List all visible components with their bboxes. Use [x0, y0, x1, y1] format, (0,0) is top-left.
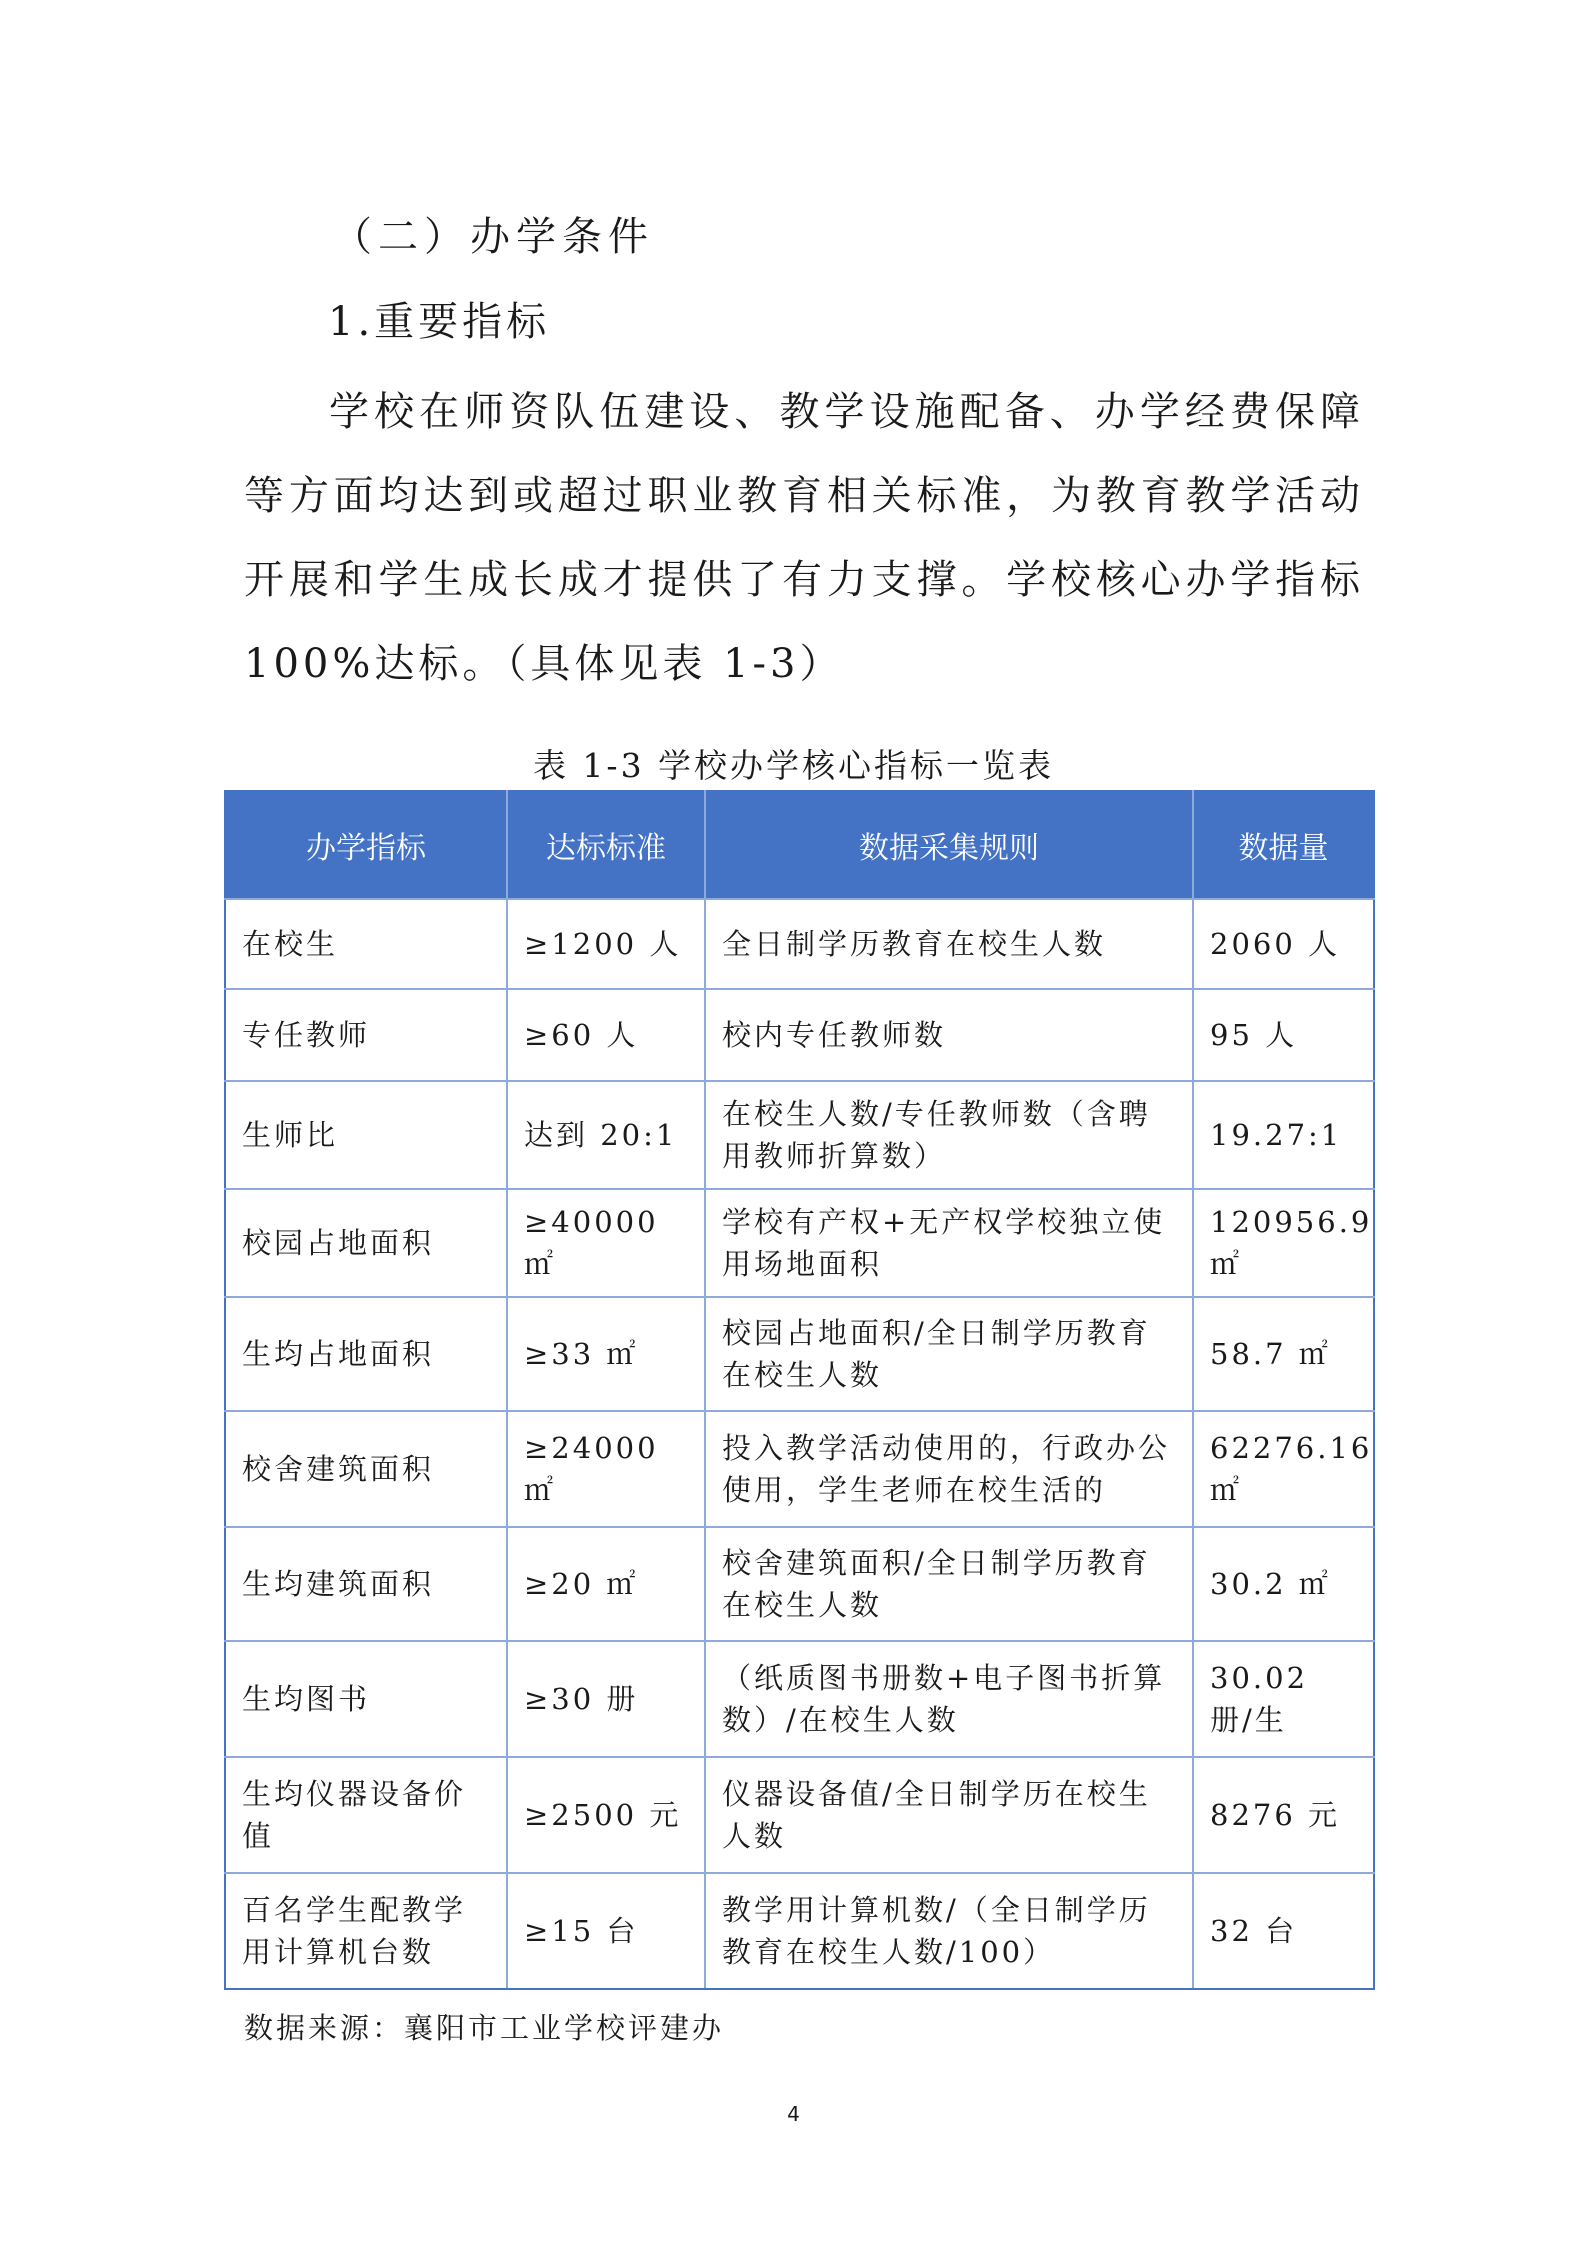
cell-indicator: 生均仪器设备价值: [225, 1757, 507, 1873]
table-row: [225, 1641, 1374, 1757]
cell-value: 32 台: [1193, 1873, 1374, 1989]
cell-rule: 在校生人数/专任教师数（含聘用教师折算数）: [705, 1081, 1193, 1189]
cell-rule: 教学用计算机数/（全日制学历教育在校生人数/100）: [705, 1873, 1193, 1989]
table-header-row: [225, 791, 1374, 899]
cell-value: 120956.9 ㎡: [1193, 1189, 1374, 1297]
cell-value: 95 人: [1193, 989, 1374, 1081]
subsection-heading: 1.重要指标: [328, 299, 551, 345]
table-row: [225, 899, 1374, 989]
table-row: [225, 1757, 1374, 1873]
cell-standard: 达到 20:1: [507, 1081, 705, 1189]
cell-rule: 校内专任教师数: [705, 989, 1193, 1081]
table-row: [225, 1411, 1374, 1527]
cell-indicator: 生均建筑面积: [225, 1527, 507, 1641]
cell-rule: 校园占地面积/全日制学历教育在校生人数: [705, 1297, 1193, 1411]
data-source-note: 数据来源：襄阳市工业学校评建办: [244, 2011, 725, 2045]
table-row: [225, 1081, 1374, 1189]
cell-standard: ≥30 册: [507, 1641, 705, 1757]
header-standard: 达标标准: [507, 791, 705, 899]
table-row: [225, 1297, 1374, 1411]
cell-indicator: 生均占地面积: [225, 1297, 507, 1411]
cell-standard: ≥1200 人: [507, 899, 705, 989]
table-row: [225, 1873, 1374, 1989]
cell-indicator: 在校生: [225, 899, 507, 989]
cell-standard: ≥33 ㎡: [507, 1297, 705, 1411]
cell-value: 2060 人: [1193, 899, 1374, 989]
cell-indicator: 百名学生配教学用计算机台数: [225, 1873, 507, 1989]
table-row: [225, 1527, 1374, 1641]
cell-standard: ≥15 台: [507, 1873, 705, 1989]
cell-value: 62276.16 ㎡: [1193, 1411, 1374, 1527]
cell-standard: ≥40000 ㎡: [507, 1189, 705, 1297]
cell-standard: ≥60 人: [507, 989, 705, 1081]
cell-indicator: 校舍建筑面积: [225, 1411, 507, 1527]
cell-indicator: 专任教师: [225, 989, 507, 1081]
cell-value: 58.7 ㎡: [1193, 1297, 1374, 1411]
cell-rule: 仪器设备值/全日制学历在校生人数: [705, 1757, 1193, 1873]
cell-standard: ≥2500 元: [507, 1757, 705, 1873]
cell-indicator: 生均图书: [225, 1641, 507, 1757]
cell-rule: 学校有产权+无产权学校独立使用场地面积: [705, 1189, 1193, 1297]
body-paragraph: [244, 370, 1364, 706]
cell-value: 19.27:1: [1193, 1081, 1374, 1189]
table-caption: 表 1-3 学校办学核心指标一览表: [532, 746, 1055, 785]
page-number: 4: [787, 2102, 800, 2126]
cell-standard: ≥20 ㎡: [507, 1527, 705, 1641]
header-collection-rule: 数据采集规则: [705, 791, 1193, 899]
cell-value: 30.2 ㎡: [1193, 1527, 1374, 1641]
cell-standard: ≥24000 ㎡: [507, 1411, 705, 1527]
cell-rule: 投入教学活动使用的，行政办公使用，学生老师在校生活的: [705, 1411, 1193, 1527]
section-heading: （二）办学条件: [332, 214, 654, 260]
cell-value: 8276 元: [1193, 1757, 1374, 1873]
header-data-value: 数据量: [1193, 791, 1374, 899]
cell-rule: 全日制学历教育在校生人数: [705, 899, 1193, 989]
table-row: [225, 989, 1374, 1081]
cell-rule: （纸质图书册数+电子图书折算数）/在校生人数: [705, 1641, 1193, 1757]
table-row: [225, 1189, 1374, 1297]
cell-indicator: 校园占地面积: [225, 1189, 507, 1297]
cell-indicator: 生师比: [225, 1081, 507, 1189]
cell-value: 30.02 册/生: [1193, 1641, 1374, 1757]
core-indicators-table: [224, 790, 1375, 1990]
header-indicator: 办学指标: [225, 791, 507, 899]
body-paragraph-text: 学校在师资队伍建设、教学设施配备、办学经费保障等方面均达到或超过职业教育相关标准，为教育教学活动开展和学生成长成才提供了有力支撑。学校核心办学指标 100%达标。（具体见表 1-3）: [244, 389, 1364, 687]
cell-rule: 校舍建筑面积/全日制学历教育在校生人数: [705, 1527, 1193, 1641]
